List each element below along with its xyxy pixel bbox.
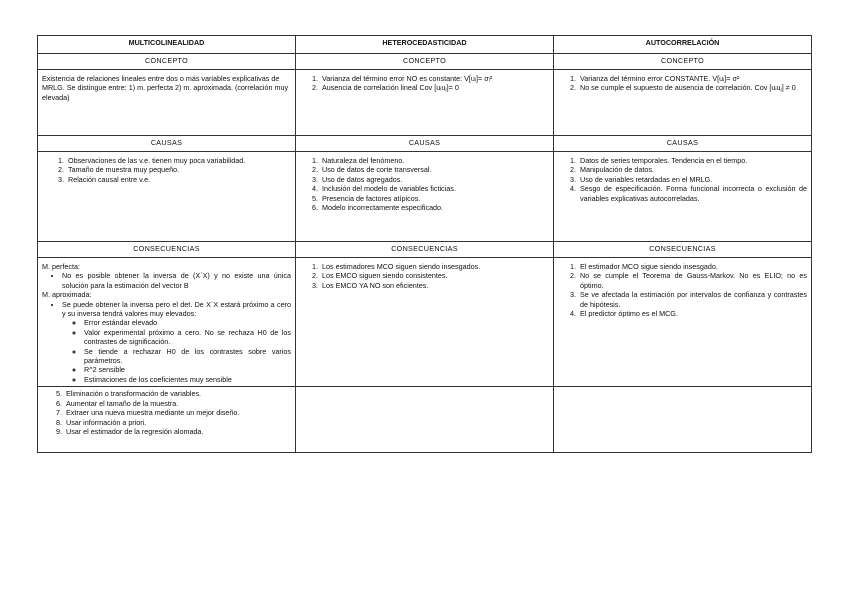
list-item: 9. Usar el estimador de la regresión alomada. (64, 427, 291, 436)
list-item: 2. No se cumple el Teorema de Gauss-Markov. No es ELIO; no es óptimo. (578, 271, 807, 290)
concepto-label: CONCEPTO (554, 54, 812, 70)
list-item: 2. Tamaño de muestra muy pequeño. (66, 165, 291, 174)
list-item: 1. El estimador MCO sigue siendo insesgado. (578, 262, 807, 271)
header-heterocedasticidad: HETEROCEDASTICIDAD (296, 36, 554, 54)
sub-list-item: ◦ Estimaciones de los coeficientes muy sensible (84, 375, 291, 384)
consecuencias-row (38, 258, 812, 387)
remedios-heterocedasticidad-empty (296, 387, 554, 453)
consecuencias-label: CONSECUENCIAS (296, 242, 554, 258)
list-item: 3. Los EMCO YA NO son eficientes. (320, 281, 549, 290)
remedios-multicolinealidad (38, 387, 296, 453)
title-row (38, 36, 812, 54)
perfecta-label: M. perfecta: (42, 262, 80, 271)
sub-list-item: ◦ Error estándar elevado (84, 318, 291, 327)
header-multicolinealidad: MULTICOLINEALIDAD (38, 36, 296, 54)
concepto-text: Existencia de relaciones lineales entre dos o más variables explicativas de MRLG. Se distingue entre: 1) m. perfecta 2) m. aproximada. (correlación muy elevada) (42, 74, 289, 102)
header-autocorrelacion: AUTOCORRELACIÓN (554, 36, 812, 54)
concepto-row (38, 70, 812, 136)
consecuencias-autocorrelacion (554, 258, 812, 387)
list-item: 3. Relación causal entre v.e. (66, 175, 291, 184)
list-item: 5. Eliminación o transformación de variables. (64, 389, 291, 398)
list-item: 3. Uso de datos agregados. (320, 175, 549, 184)
list-item: 3. Se ve afectada la estimación por intervalos de confianza y contrastes de hipótesis. (578, 290, 807, 309)
concepto-multicolinealidad (38, 70, 296, 136)
list-item: 6. Modelo incorrectamente especificado. (320, 203, 549, 212)
list-item: 1. Varianza del término error NO es constante: V[uᵢ]= σᵢ² (320, 74, 549, 83)
list-item: 2. Manipulación de datos. (578, 165, 807, 174)
list-item: 6. Aumentar el tamaño de la muestra. (64, 399, 291, 408)
list-item: 7. Extraer una nueva muestra mediante un mejor diseño. (64, 408, 291, 417)
concepto-label: CONCEPTO (296, 54, 554, 70)
concepto-autocorrelacion (554, 70, 812, 136)
causas-row (38, 152, 812, 242)
causas-heterocedasticidad (296, 152, 554, 242)
aproximada-label: M. aproximada: (42, 290, 92, 300)
list-item: 3. Uso de variables retardadas en el MRLG. (578, 175, 807, 184)
list-item: 1. Varianza del término error CONSTANTE. V[uᵢ]= σ² (578, 74, 807, 83)
list-item: 1. Los estimadores MCO siguen siendo insesgados. (320, 262, 549, 271)
remedios-autocorrelacion-empty (554, 387, 812, 453)
list-item: 8. Usar información a priori. (64, 418, 291, 427)
causas-label: CAUSAS (296, 136, 554, 152)
consecuencias-label-row (38, 242, 812, 258)
sub-list-item: ◦ Valor experimental próximo a cero. No se rechaza H0 de los contrastes de significación. (84, 328, 291, 347)
causas-label: CAUSAS (554, 136, 812, 152)
list-item (62, 300, 291, 385)
concepto-label: CONCEPTO (38, 54, 296, 70)
list-item: • No es posible obtener la inversa de (X´X) y no existe una única solución para la estimación del vector B (62, 271, 291, 290)
list-item: 4. Sesgo de especificación. Forma funcional incorrecta o exclusión de variables explicativas autocorreladas. (578, 184, 807, 203)
list-item: 4. El predictor óptimo es el MCG. (578, 309, 807, 318)
sub-list-item: ◦ Se tiende a rechazar H0 de los contrastes sobre varios parámetros. (84, 347, 291, 366)
list-item: 4. Inclusión del modelo de variables ficticias. (320, 184, 549, 193)
sub-list-item: ◦ R^2 sensible (84, 365, 291, 374)
consecuencias-multicolinealidad (38, 258, 296, 387)
causas-label-row (38, 136, 812, 152)
list-item: 1. Datos de series temporales. Tendencia en el tiempo. (578, 156, 807, 165)
concepto-label-row (38, 54, 812, 70)
list-item: 1. Naturaleza del fenómeno. (320, 156, 549, 165)
list-item: 2. Ausencia de correlación lineal Cov [uᵢuⱼ]= 0 (320, 83, 549, 92)
list-item: 2. Los EMCO siguen siendo consistentes. (320, 271, 549, 280)
remedios-row (38, 387, 812, 453)
causas-label: CAUSAS (38, 136, 296, 152)
causas-autocorrelacion (554, 152, 812, 242)
concepto-heterocedasticidad (296, 70, 554, 136)
consecuencias-heterocedasticidad (296, 258, 554, 387)
aproximada-text: Se puede obtener la inversa pero el det. De X´X estará próximo a cero y su inversa tendrá valores muy elevados: (62, 299, 291, 319)
consecuencias-label: CONSECUENCIAS (554, 242, 812, 258)
list-item: 2. No se cumple el supuesto de ausencia de correlación. Cov [uᵢuⱼ] ≠ 0 (578, 83, 807, 92)
causas-multicolinealidad (38, 152, 296, 242)
consecuencias-label: CONSECUENCIAS (38, 242, 296, 258)
comparison-table (37, 35, 812, 453)
list-item: 2. Uso de datos de corte transversal. (320, 165, 549, 174)
list-item: 5. Presencia de factores atípicos. (320, 194, 549, 203)
list-item: 1. Observaciones de las v.e. tienen muy poca variabilidad. (66, 156, 291, 165)
